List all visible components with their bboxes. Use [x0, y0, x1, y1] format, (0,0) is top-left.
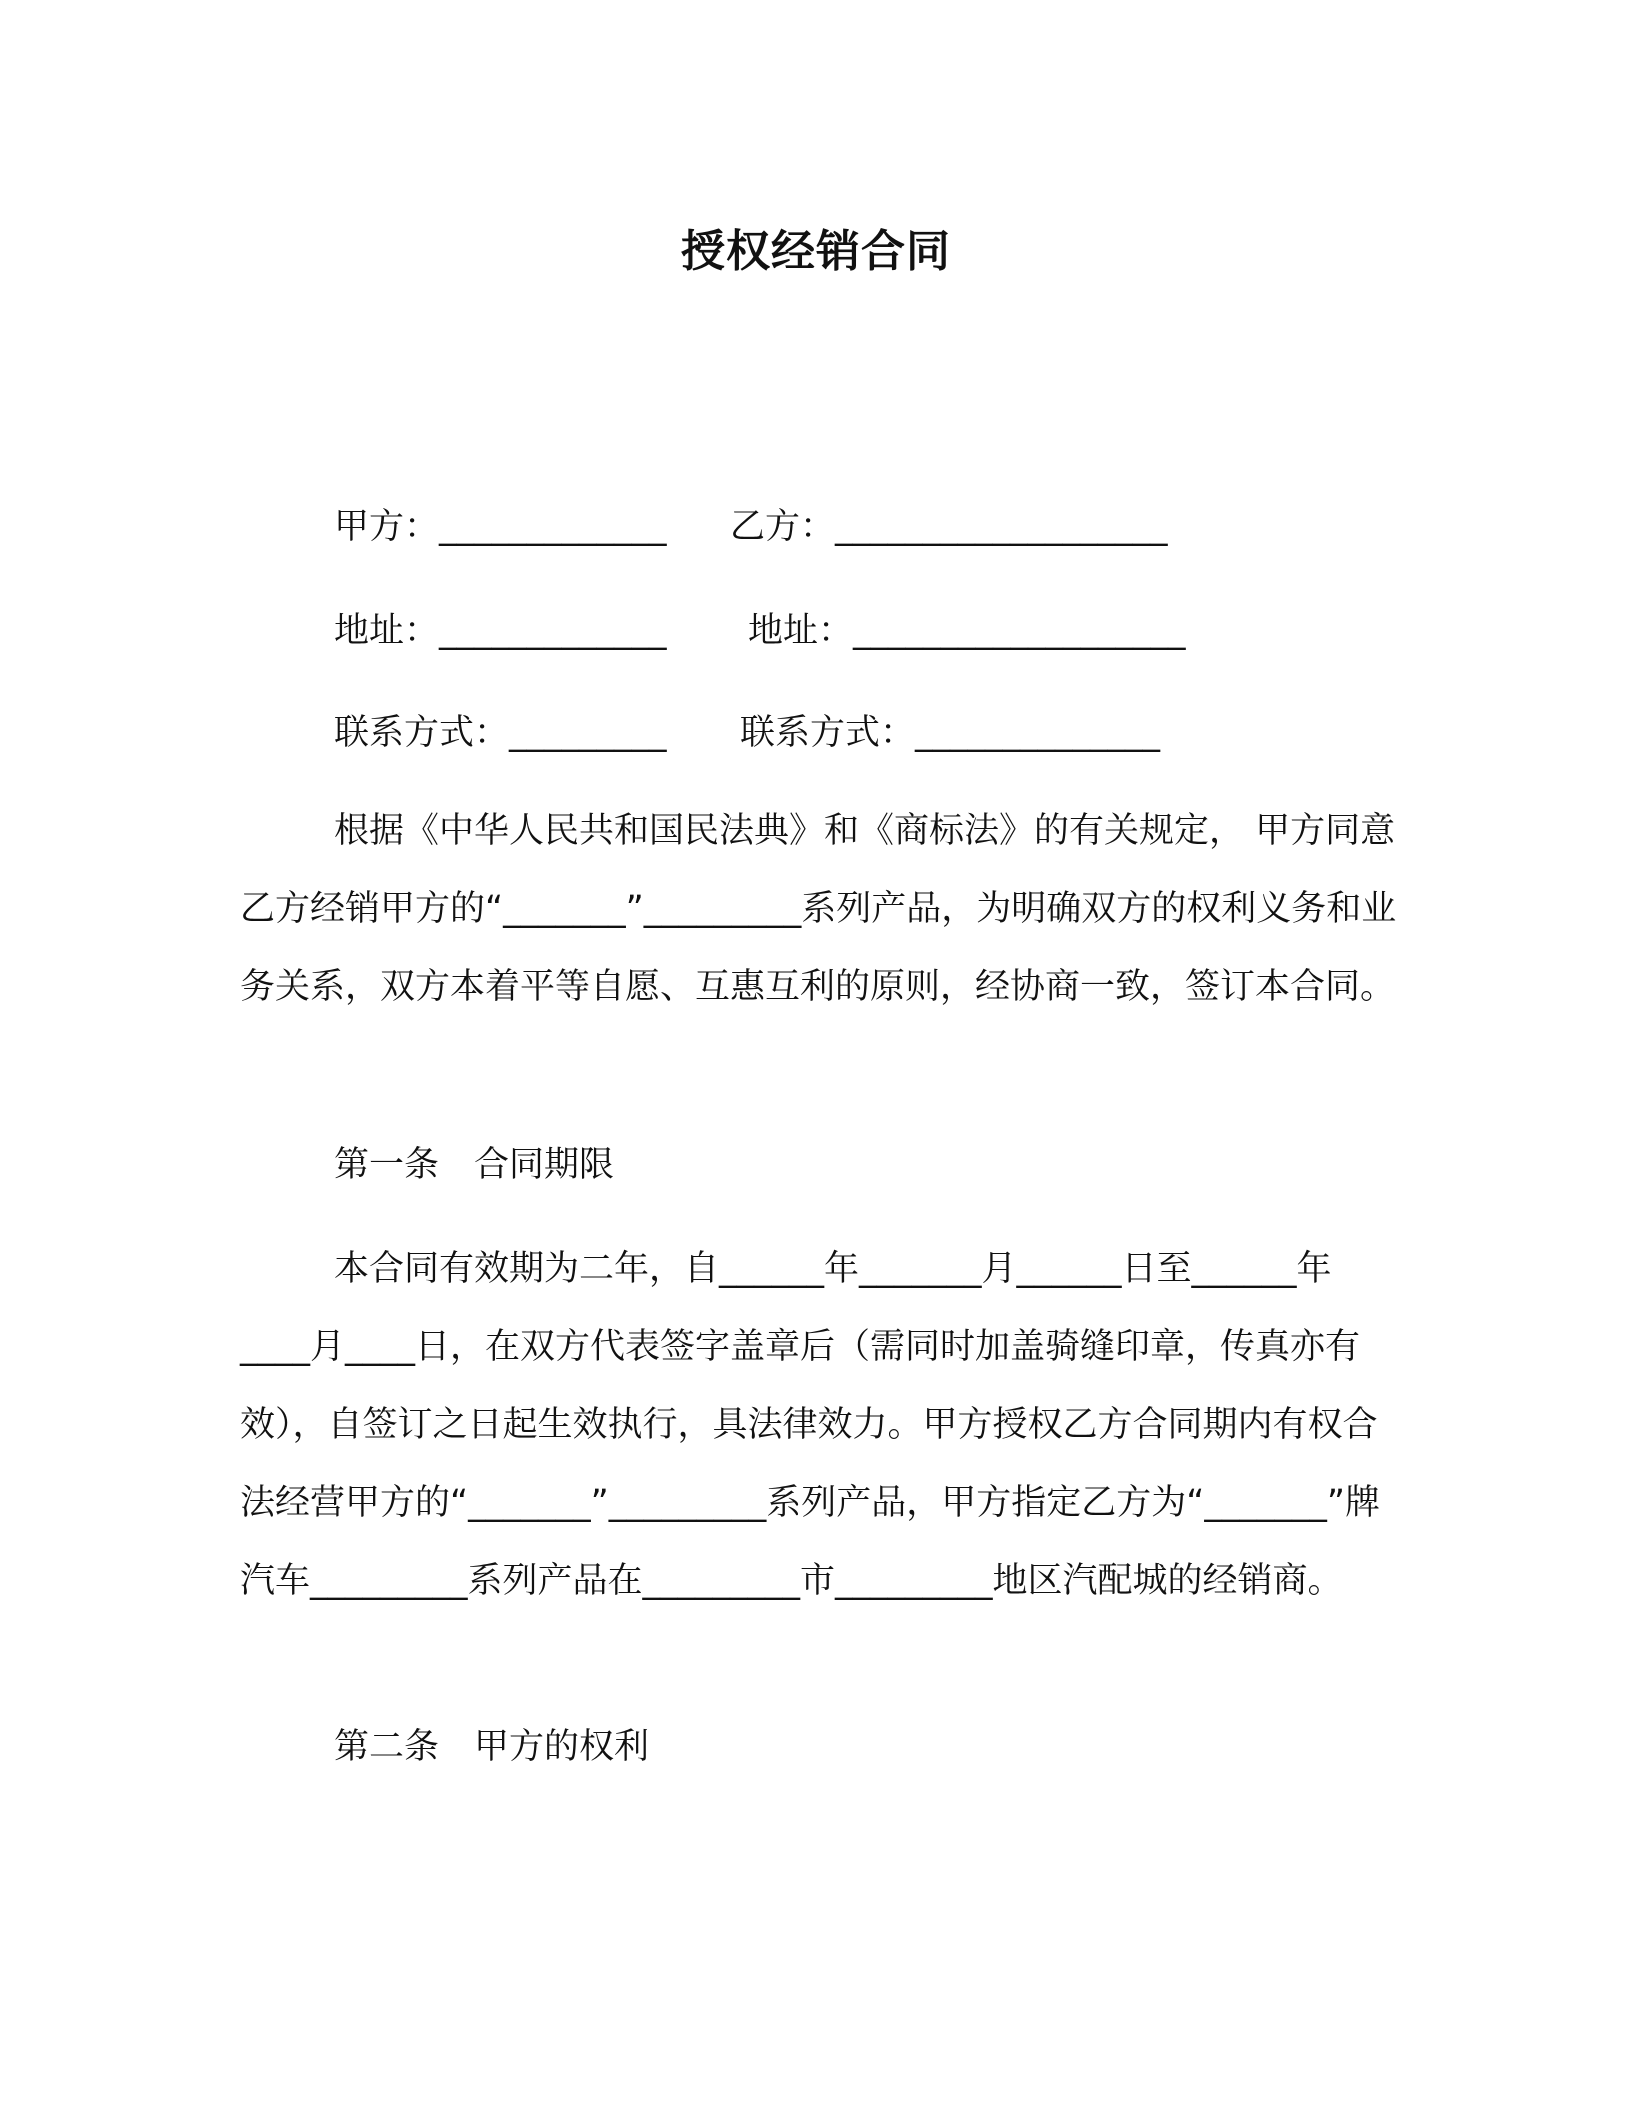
- party-line-1: [334, 502, 1168, 552]
- party-a-contact-field: 联系方式：_________: [334, 713, 667, 753]
- party-b-contact-field: 联系方式：______________: [740, 713, 1161, 753]
- party-line-3: [334, 708, 1160, 758]
- article-2-heading: 第二条 甲方的权利: [334, 1727, 650, 1767]
- intro-paragraph: 根据《中华人民共和国民法典》和《商标法》的有关规定， 甲方同意乙方经销甲方的“_______”_________系列产品，为明确双方的权利义务和业务关系，双方本着平等自愿、互惠互利的原则，经协商一致，签订本合同。: [240, 811, 1397, 1007]
- party-line-2: [334, 606, 1186, 656]
- party-b-field: 乙方：___________________: [730, 507, 1168, 547]
- document-title: 授权经销合同: [681, 226, 951, 277]
- article-1-heading: 第一条 合同期限: [334, 1145, 615, 1185]
- party-a-field: 甲方：_____________: [334, 507, 667, 547]
- party-b-address-field: 地址：___________________: [748, 611, 1186, 651]
- article-1-body: 本合同有效期为二年，自______年_______月______日至______年____月____日，在双方代表签字盖章后（需同时加盖骑缝印章，传真亦有效），自签订之日起生效执行，具法律效力。甲方授权乙方合同期内有权合法经营甲方的“_______”_________系列产品，甲方指定乙方为“_______”牌汽车_________系列产品在_________市_________地区汽配城的经销商。: [240, 1249, 1381, 1601]
- party-a-address-field: 地址：_____________: [334, 611, 667, 651]
